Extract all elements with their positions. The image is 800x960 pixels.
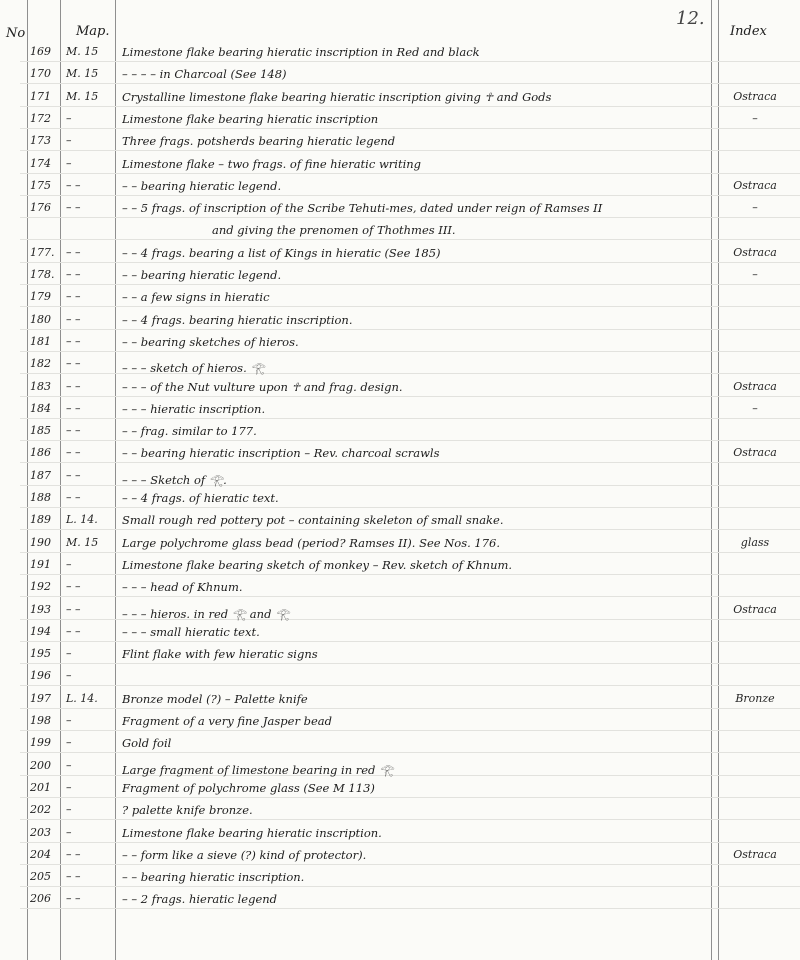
entry-number: 205 bbox=[30, 870, 51, 883]
entry-description: – – – – in Charcoal (See 148) bbox=[122, 67, 287, 81]
entry-index: Ostraca bbox=[733, 246, 777, 259]
row-rule bbox=[20, 685, 800, 686]
row-rule bbox=[20, 239, 800, 240]
entry-map: – – bbox=[66, 469, 81, 482]
entry-number: 170 bbox=[30, 67, 51, 80]
entry-number: 172 bbox=[30, 112, 51, 125]
row-rule bbox=[20, 507, 800, 508]
entry-index: Ostraca bbox=[733, 848, 777, 861]
entry-index: – bbox=[752, 268, 758, 281]
entry-map: – bbox=[66, 736, 72, 749]
row-rule bbox=[20, 908, 800, 909]
row-rule bbox=[20, 262, 800, 263]
entry-index: – bbox=[752, 201, 758, 214]
ruled-line bbox=[718, 0, 719, 960]
entry-map: – – bbox=[66, 848, 81, 861]
entry-number: 199 bbox=[30, 736, 51, 749]
row-rule bbox=[20, 83, 800, 84]
entry-map: – – bbox=[66, 580, 81, 593]
entry-number: 186 bbox=[30, 446, 51, 459]
ruled-line bbox=[115, 0, 116, 960]
entry-map: – – bbox=[66, 424, 81, 437]
entry-number: 201 bbox=[30, 781, 51, 794]
entry-description: Limestone flake bearing hieratic inscription bbox=[122, 112, 379, 126]
entry-number: 174 bbox=[30, 157, 51, 170]
entry-description: Limestone flake bearing hieratic inscription in Red and black bbox=[122, 45, 480, 59]
entry-description: Large polychrome glass bead (period? Ramses II). See Nos. 176. bbox=[122, 536, 501, 550]
entry-description: – – – hieros. in red 𓂀 and 𓂀 bbox=[122, 607, 290, 621]
entry-number: 203 bbox=[30, 826, 51, 839]
entry-map: – bbox=[66, 112, 72, 125]
entry-description: and giving the prenomen of Thothmes III. bbox=[212, 223, 456, 237]
entry-description: Small rough red pottery pot – containing skeleton of small snake. bbox=[122, 513, 504, 527]
row-rule bbox=[20, 396, 800, 397]
entry-map: – – bbox=[66, 870, 81, 883]
entry-number: 185 bbox=[30, 424, 51, 437]
entry-description: – – bearing hieratic legend. bbox=[122, 179, 282, 193]
row-rule bbox=[20, 864, 800, 865]
row-rule bbox=[20, 842, 800, 843]
entry-description: – – 5 frags. of inscription of the Scribe Tehuti-mes, dated under reign of Ramses II bbox=[122, 201, 603, 215]
entry-map: – – bbox=[66, 179, 81, 192]
entry-map: – bbox=[66, 826, 72, 839]
entry-description: ? palette knife bronze. bbox=[122, 803, 253, 817]
entry-number: 179 bbox=[30, 290, 51, 303]
entry-number: 176 bbox=[30, 201, 51, 214]
entry-number: 194 bbox=[30, 625, 51, 638]
row-rule bbox=[20, 440, 800, 441]
entry-description: Fragment of polychrome glass (See M 113) bbox=[122, 781, 375, 795]
row-rule bbox=[20, 306, 800, 307]
entry-number: 177. bbox=[30, 246, 55, 259]
entry-description: – – frag. similar to 177. bbox=[122, 424, 257, 438]
entry-map: L. 14. bbox=[66, 692, 98, 705]
entry-map: – bbox=[66, 558, 72, 571]
row-rule bbox=[20, 641, 800, 642]
entry-description: Bronze model (?) – Palette knife bbox=[122, 692, 308, 706]
entry-map: – bbox=[66, 669, 72, 682]
entry-number: 188 bbox=[30, 491, 51, 504]
entry-description: – – bearing hieratic inscription. bbox=[122, 870, 305, 884]
entry-number: 181 bbox=[30, 335, 51, 348]
entry-number: 178. bbox=[30, 268, 55, 281]
entry-index: Bronze bbox=[735, 692, 775, 705]
entry-description: – – – of the Nut vulture upon ☥ and frag. design. bbox=[122, 380, 403, 394]
entry-index: Ostraca bbox=[733, 603, 777, 616]
entry-description: Limestone flake – two frags. of fine hieratic writing bbox=[122, 157, 422, 171]
entry-map: – – bbox=[66, 491, 81, 504]
entry-map: – – bbox=[66, 446, 81, 459]
entry-map: – – bbox=[66, 313, 81, 326]
entry-number: 195 bbox=[30, 647, 51, 660]
ruled-line bbox=[27, 0, 28, 960]
row-rule bbox=[20, 574, 800, 575]
entry-description: – – 4 frags. bearing hieratic inscription. bbox=[122, 313, 353, 327]
entry-number: 197 bbox=[30, 692, 51, 705]
entry-description: – – 4 frags. of hieratic text. bbox=[122, 491, 279, 505]
entry-number: 182 bbox=[30, 357, 51, 370]
row-rule bbox=[20, 329, 800, 330]
entry-number: 183 bbox=[30, 380, 51, 393]
entry-number: 175 bbox=[30, 179, 51, 192]
row-rule bbox=[20, 819, 800, 820]
entry-description: Large fragment of limestone bearing in red 𓂀 bbox=[122, 763, 394, 777]
entry-description: Limestone flake bearing hieratic inscription. bbox=[122, 826, 382, 840]
entry-map: – bbox=[66, 714, 72, 727]
entry-index: Ostraca bbox=[733, 179, 777, 192]
entry-map: L. 14. bbox=[66, 513, 98, 526]
entry-map: – bbox=[66, 134, 72, 147]
entry-number: 190 bbox=[30, 536, 51, 549]
entry-index: – bbox=[752, 112, 758, 125]
entry-number: 189 bbox=[30, 513, 51, 526]
entry-map: – – bbox=[66, 402, 81, 415]
ruled-line bbox=[60, 0, 61, 960]
entry-map: – – bbox=[66, 246, 81, 259]
entry-description: – – 4 frags. bearing a list of Kings in hieratic (See 185) bbox=[122, 246, 441, 260]
entry-number: 200 bbox=[30, 759, 51, 772]
entry-map: – – bbox=[66, 380, 81, 393]
entry-map: – – bbox=[66, 201, 81, 214]
entry-number: 173 bbox=[30, 134, 51, 147]
row-rule bbox=[20, 351, 800, 352]
row-rule bbox=[20, 596, 800, 597]
entry-description: – – – head of Khnum. bbox=[122, 580, 243, 594]
entry-number: 198 bbox=[30, 714, 51, 727]
entry-description: – – 2 frags. hieratic legend bbox=[122, 892, 278, 906]
entry-number: 184 bbox=[30, 402, 51, 415]
entry-map: – – bbox=[66, 290, 81, 303]
row-rule bbox=[20, 886, 800, 887]
entry-number: 169 bbox=[30, 45, 51, 58]
entry-index: Ostraca bbox=[733, 446, 777, 459]
entry-description: – – – Sketch of 𓂀. bbox=[122, 473, 227, 487]
entry-description: Fragment of a very fine Jasper bead bbox=[122, 714, 332, 728]
header-map: Map. bbox=[76, 24, 110, 39]
entry-number: 187 bbox=[30, 469, 51, 482]
page-number: 12. bbox=[676, 8, 705, 29]
entry-number: 204 bbox=[30, 848, 51, 861]
entry-index: – bbox=[752, 402, 758, 415]
entry-map: – bbox=[66, 157, 72, 170]
row-rule bbox=[20, 552, 800, 553]
entry-number: 196 bbox=[30, 669, 51, 682]
entry-description: Gold foil bbox=[122, 736, 172, 750]
entry-map: – – bbox=[66, 892, 81, 905]
row-rule bbox=[20, 217, 800, 218]
row-rule bbox=[20, 797, 800, 798]
entry-index: Ostraca bbox=[733, 380, 777, 393]
entry-index: Ostraca bbox=[733, 90, 777, 103]
entry-description: Flint flake with few hieratic signs bbox=[122, 647, 318, 661]
entry-description: Limestone flake bearing sketch of monkey – Rev. sketch of Khnum. bbox=[122, 558, 513, 572]
row-rule bbox=[20, 663, 800, 664]
entry-map: M. 15 bbox=[66, 45, 99, 58]
entry-description: – – – hieratic inscription. bbox=[122, 402, 266, 416]
row-rule bbox=[20, 128, 800, 129]
row-rule bbox=[20, 529, 800, 530]
row-rule bbox=[20, 418, 800, 419]
row-rule bbox=[20, 195, 800, 196]
entry-description: – – bearing hieratic legend. bbox=[122, 268, 282, 282]
entry-map: – bbox=[66, 781, 72, 794]
entry-description: Three frags. potsherds bearing hieratic legend bbox=[122, 134, 396, 148]
row-rule bbox=[20, 462, 800, 463]
entry-number: 206 bbox=[30, 892, 51, 905]
row-rule bbox=[20, 730, 800, 731]
entry-description: Crystalline limestone flake bearing hieratic inscription giving ☥ and Gods bbox=[122, 90, 552, 104]
entry-map: M. 15 bbox=[66, 67, 99, 80]
header-index: Index bbox=[730, 24, 767, 39]
entry-description: – – form like a sieve (?) kind of protector). bbox=[122, 848, 367, 862]
row-rule bbox=[20, 708, 800, 709]
row-rule bbox=[20, 106, 800, 107]
entry-map: – bbox=[66, 759, 72, 772]
row-rule bbox=[20, 752, 800, 753]
entry-map: M. 15 bbox=[66, 90, 99, 103]
entry-map: – – bbox=[66, 625, 81, 638]
entry-description: – – – sketch of hieros. 𓂀 bbox=[122, 361, 265, 375]
entry-map: – – bbox=[66, 357, 81, 370]
entry-map: – – bbox=[66, 335, 81, 348]
entry-map: M. 15 bbox=[66, 536, 99, 549]
entry-description: – – bearing sketches of hieros. bbox=[122, 335, 299, 349]
entry-number: 192 bbox=[30, 580, 51, 593]
entry-number: 180 bbox=[30, 313, 51, 326]
entry-map: – – bbox=[66, 268, 81, 281]
row-rule bbox=[20, 284, 800, 285]
entry-map: – – bbox=[66, 603, 81, 616]
entry-description: – – a few signs in hieratic bbox=[122, 290, 270, 304]
entry-number: 171 bbox=[30, 90, 51, 103]
entry-description: – – – small hieratic text. bbox=[122, 625, 260, 639]
entry-map: – bbox=[66, 647, 72, 660]
row-rule bbox=[20, 173, 800, 174]
entry-number: 193 bbox=[30, 603, 51, 616]
row-rule bbox=[20, 61, 800, 62]
entry-map: – bbox=[66, 803, 72, 816]
header-number: No bbox=[6, 26, 26, 41]
entry-description: – – bearing hieratic inscription – Rev. charcoal scrawls bbox=[122, 446, 440, 460]
entry-number: 202 bbox=[30, 803, 51, 816]
entry-number: 191 bbox=[30, 558, 51, 571]
entry-index: glass bbox=[740, 536, 770, 549]
row-rule bbox=[20, 150, 800, 151]
